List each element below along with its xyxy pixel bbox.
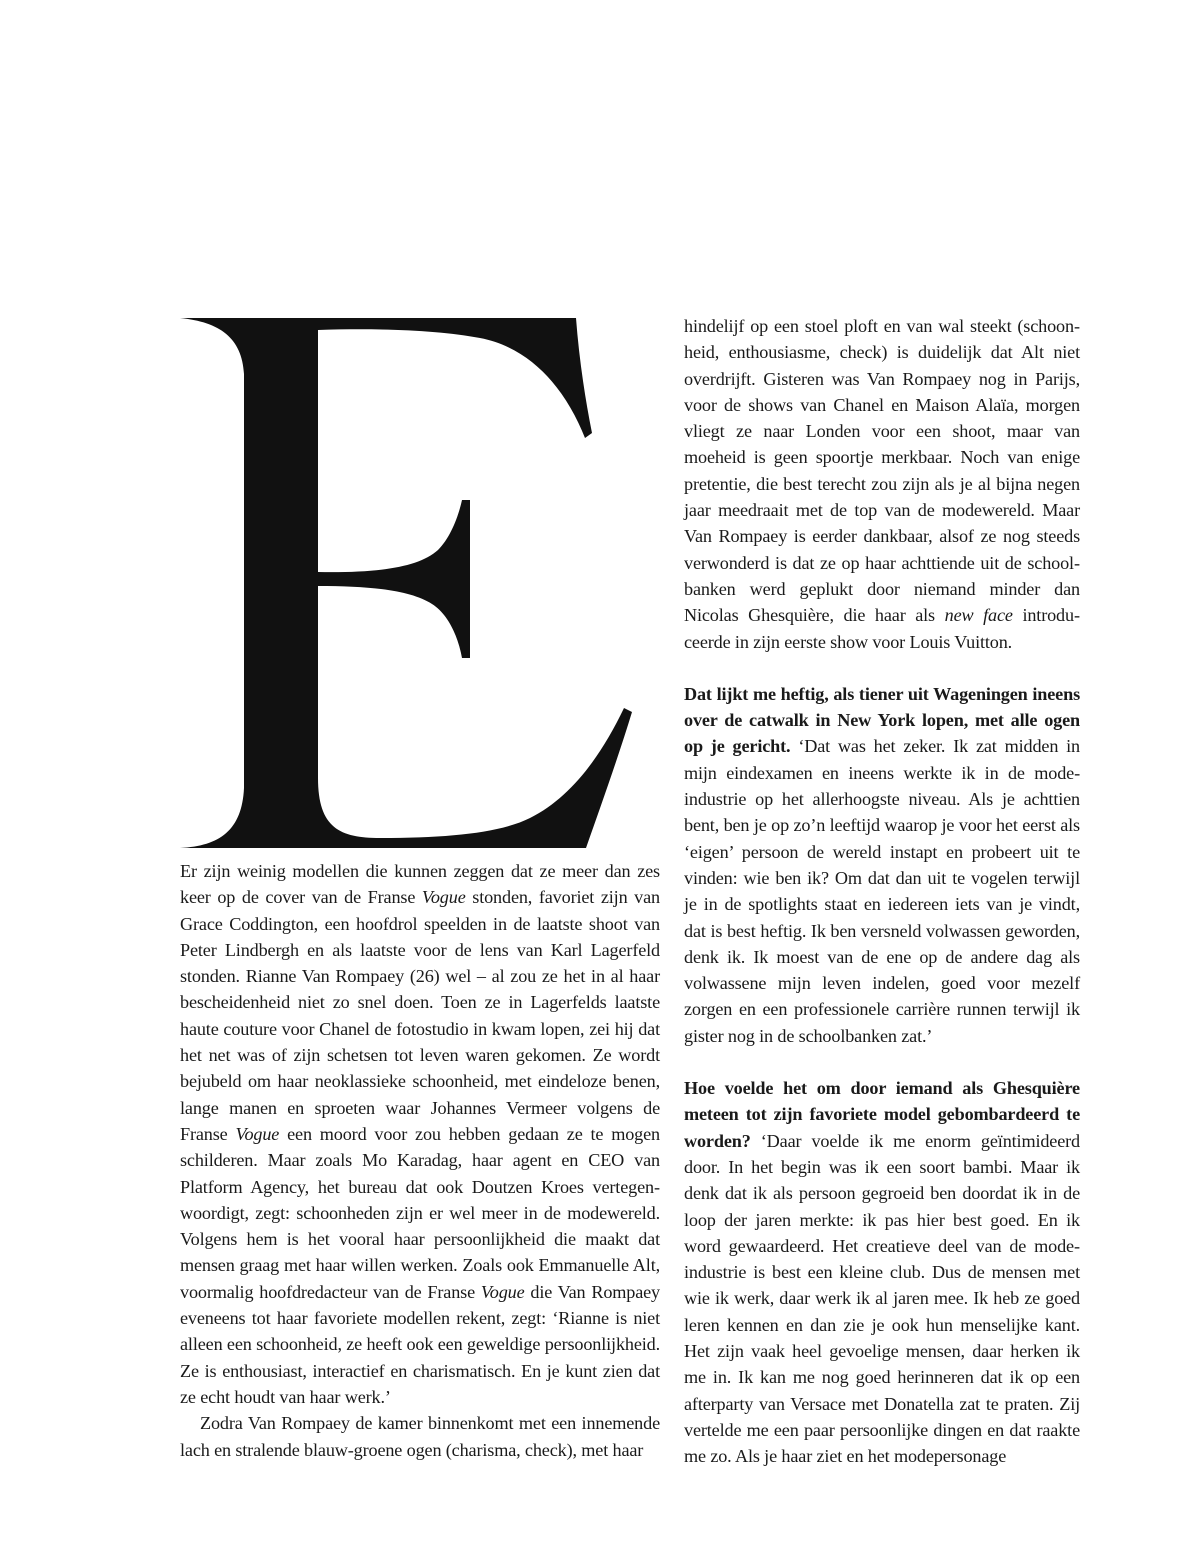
left-text-column <box>180 858 660 1463</box>
intro-paragraph: Er zijn weinig modellen die kunnen zeggen dat ze meer dan zes keer op de cover van de Franse Vogue stonden, favoriet zijn van Grace Coddington, een hoofdrol speelden in de laatste shoot van Peter Lindbergh en als laatste voor de lens van Karl Lagerfeld stonden. Rianne Van Rompaey (26) wel – al zou ze het in al haar bescheidenheid niet zo snel doen. Toen ze in Lagerfelds laatste haute couture voor Chanel de fotostudio in kwam lopen, zei hij dat het net was of zijn schetsen tot leven waren gekomen. Ze wordt bejubeld om haar neoklassieke schoonheid, met eindeloze benen, lange manen en sproeten waar Johannes Vermeer volgens de Franse Vogue een moord voor zou hebben gedaan ze te mogen schilderen. Maar zoals Mo Karadag, haar agent en CEO van Platform Agency, het bureau dat ook Doutzen Kroes vertegenwoordigt, zegt: schoonheden zijn er wel meer in de modewereld. Volgens hem is het vooral haar persoonlijkheid die maakt dat mensen graag met haar willen werken. Zoals ook Emmanuelle Alt, voormalig hoofdredacteur van de Franse Vogue die Van Rompaey eveneens tot haar favoriete modellen rekent, zegt: ‘Rianne is niet alleen een schoonheid, ze heeft ook een geweldige persoonlijkheid. Ze is enthousiast, interactief en charismatisch. En je kunt zien dat ze echt houdt van haar werk.’ <box>180 861 660 1407</box>
drop-cap-shape <box>180 318 632 848</box>
magazine-title-vogue: Vogue <box>421 887 466 908</box>
interview-question: Dat lijkt me heftig, als tiener uit Wageningen ineens over de catwalk in New York lopen, met alle ogen op je gericht. <box>684 683 1080 757</box>
interview-question: Hoe voelde het om door iemand als Ghesquière meteen tot zijn favoriete model gebombardeerd te worden? <box>684 1078 1080 1151</box>
interview-qa <box>684 681 1080 1049</box>
magazine-title-vogue: Vogue <box>480 1281 525 1302</box>
magazine-title-vogue: Vogue <box>235 1123 280 1144</box>
interview-answer: ‘Daar voelde ik me enorm geïntimideerd door. In het begin was ik een soort bambi. Maar ik denk dat ik als persoon gegroeid ben doordat ik in de loop der jaren merkte: ik pas hier best goed. En ik word gewaardeerd. Het creatieve deel van de modeindustrie is best een kleine club. Dus de mensen met wie ik werk, daar werk ik al jaren mee. Ik heb ze goed leren kennen en dan zie je ook hun menselijke kant. Het zijn vaak heel gevoelige mensen, daar herken ik me in. Ik kan me nog goed herinneren dat ik op een afterparty van Versace met Donatella zat te praten. Zij vertelde me een paar persoonlijke dingen en dat raakte me zo. Als je haar ziet en het modepersonage <box>684 1130 1080 1467</box>
body-paragraph: Zodra Van Rompaey de kamer binnenkomt met een innemende lach en stralende blauw-groene ogen (charisma, check), met haar <box>180 1413 660 1460</box>
interview-answer: ‘Dat was het zeker. Ik zat midden in mijn eindexamen en ineens werkte ik in de mode-industrie op het allerhoogste niveau. Als je achttien bent, ben je op zo’n leeftijd waarop je voor het eerst als ‘eigen’ persoon de wereld instapt en probeert uit te vinden: wie ben ik? Om dat dan uit te vogelen terwijl je in de spotlights staat en iedereen iets van je vindt, dat is best heftig. Ik ben versneld volwassen geworden, denk ik. Ik moest van de ene op de andere dag als volwassene mijn leven indelen, goed voor mezelf zorgen en een professionele carrière runnen terwijl ik gister nog in de schoolbanken zat.’ <box>684 736 1081 1046</box>
right-text-column <box>684 313 1080 1469</box>
italic-term: new face <box>944 605 1013 626</box>
body-paragraph: hindelijf op een stoel ploft en van wal steekt (schoonheid, enthousiasme, check) is duidelijk dat Alt niet overdrijft. Gisteren was Van Rompaey nog in Parijs, voor de shows van Chanel en Maison Alaïa, morgen vliegt ze naar Londen voor een shoot, maar van moeheid is geen spoortje merkbaar. Noch van enige pretentie, die best terecht zou zijn als je al bijna negen jaar meedraait met de top van de modewereld. Maar Van Rompaey is eerder dankbaar, alsof ze nog steeds verwonderd is dat ze op haar achttiende uit de schoolbanken werd geplukt door niemand minder dan Nicolas Ghesquière, die haar als new face introduceerde in zijn eerste show voor Louis Vuitton. <box>684 316 1080 652</box>
interview-qa <box>684 1075 1080 1469</box>
drop-cap-letter <box>180 318 632 848</box>
